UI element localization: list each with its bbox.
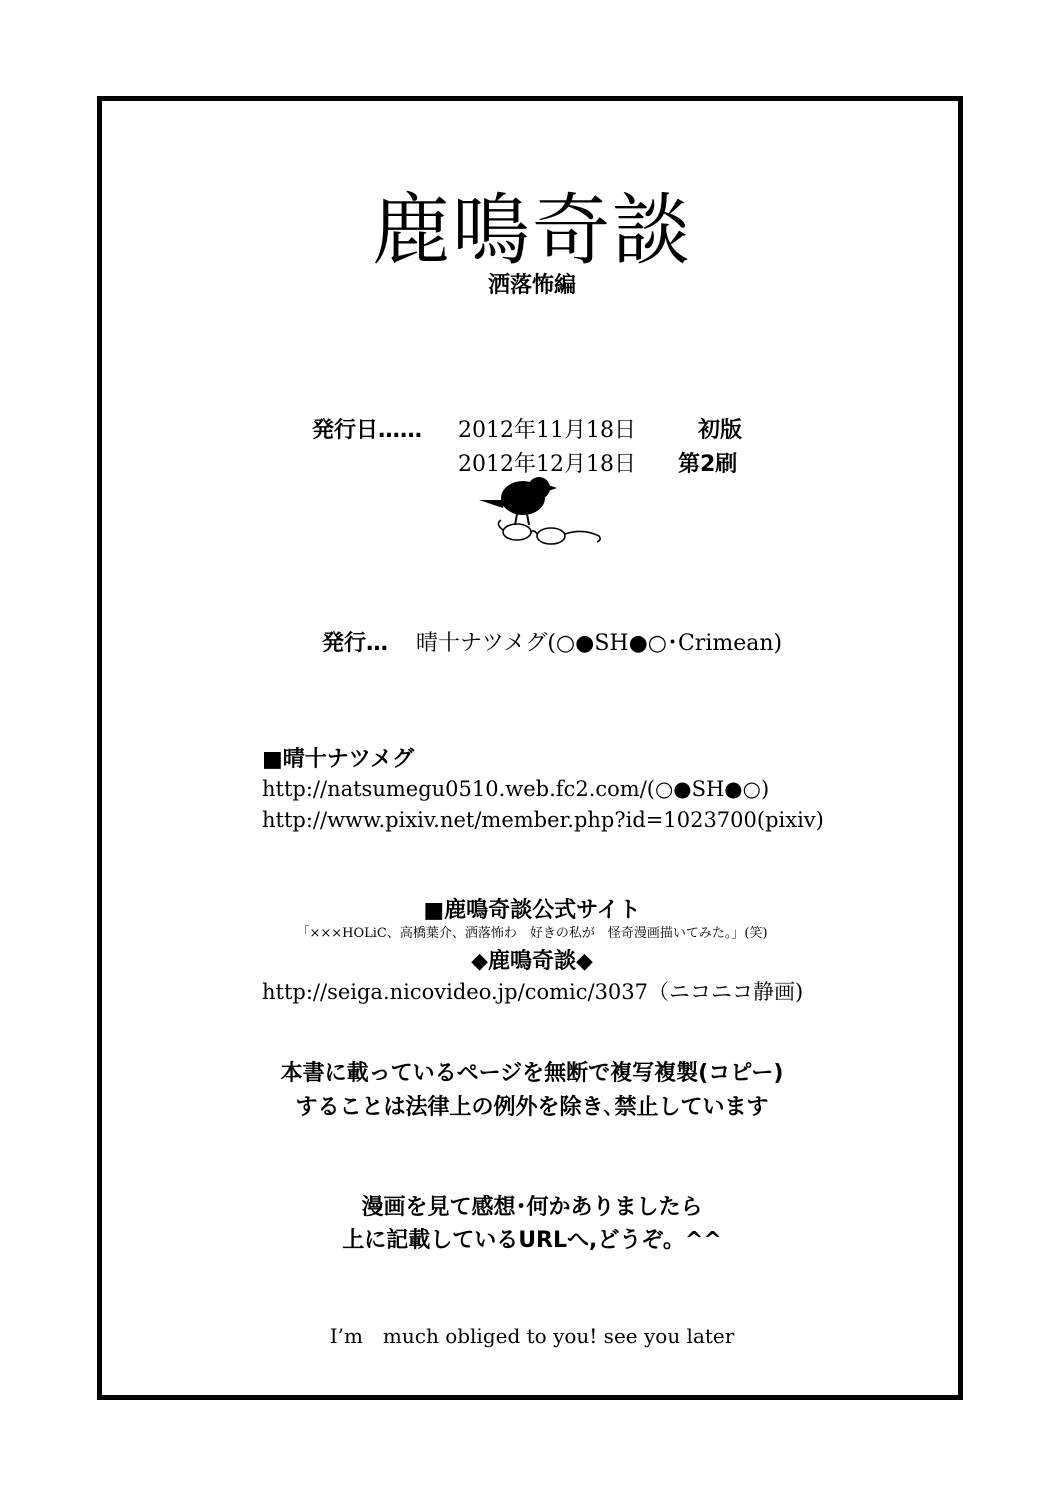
second-edition-label: 第2刷 — [678, 452, 738, 477]
copyright-notice-line2: することは法律上の例外を除き､禁止しています — [295, 1095, 769, 1120]
second-issue-date: 2012年12月18日 — [458, 452, 636, 477]
publisher-label: 発行… — [322, 631, 389, 656]
circle-heading: ■晴十ナツメグ — [262, 747, 415, 772]
official-site-heading: ■鹿鳴奇談公式サイト — [423, 898, 641, 923]
publisher-name: 晴十ナツメグ(○●SH●○･Crimean) — [416, 631, 783, 656]
official-site-tagline: 「×××HOLiC、高橋葉介、洒落怖わ 好きの私が 怪奇漫画描いてみた。」(笑) — [296, 926, 768, 941]
glasses-icon — [498, 520, 600, 544]
issue-date-label: 発行日‥‥‥ — [312, 418, 423, 443]
closing-message: I’m much obliged to you! see you later — [329, 1324, 735, 1348]
first-edition-label: 初版 — [698, 418, 743, 443]
page-title: 鹿鳴奇談 — [371, 186, 692, 276]
bird-icon — [479, 477, 557, 525]
feedback-line2: 上に記載しているURLへ,どうぞ。^^ — [342, 1228, 722, 1253]
bird-on-glasses-illustration — [475, 470, 605, 550]
feedback-line1: 漫画を見て感想･何かありましたら — [361, 1195, 703, 1220]
first-issue-date: 2012年11月18日 — [458, 418, 636, 443]
copyright-notice-line1: 本書に載っているページを無断で複写複製(コピー) — [280, 1061, 784, 1086]
official-site-link[interactable]: http://seiga.nicovideo.jp/comic/3037（ニコニコ静画) — [262, 980, 804, 1004]
circle-site-link[interactable]: http://natsumegu0510.web.fc2.com/(○●SH●○) — [262, 777, 770, 801]
official-title-line: ◆鹿鳴奇談◆ — [471, 949, 593, 974]
pixiv-link[interactable]: http://www.pixiv.net/member.php?id=1023700(pixiv) — [262, 808, 824, 832]
page-subtitle: 洒落怖編 — [487, 273, 576, 298]
